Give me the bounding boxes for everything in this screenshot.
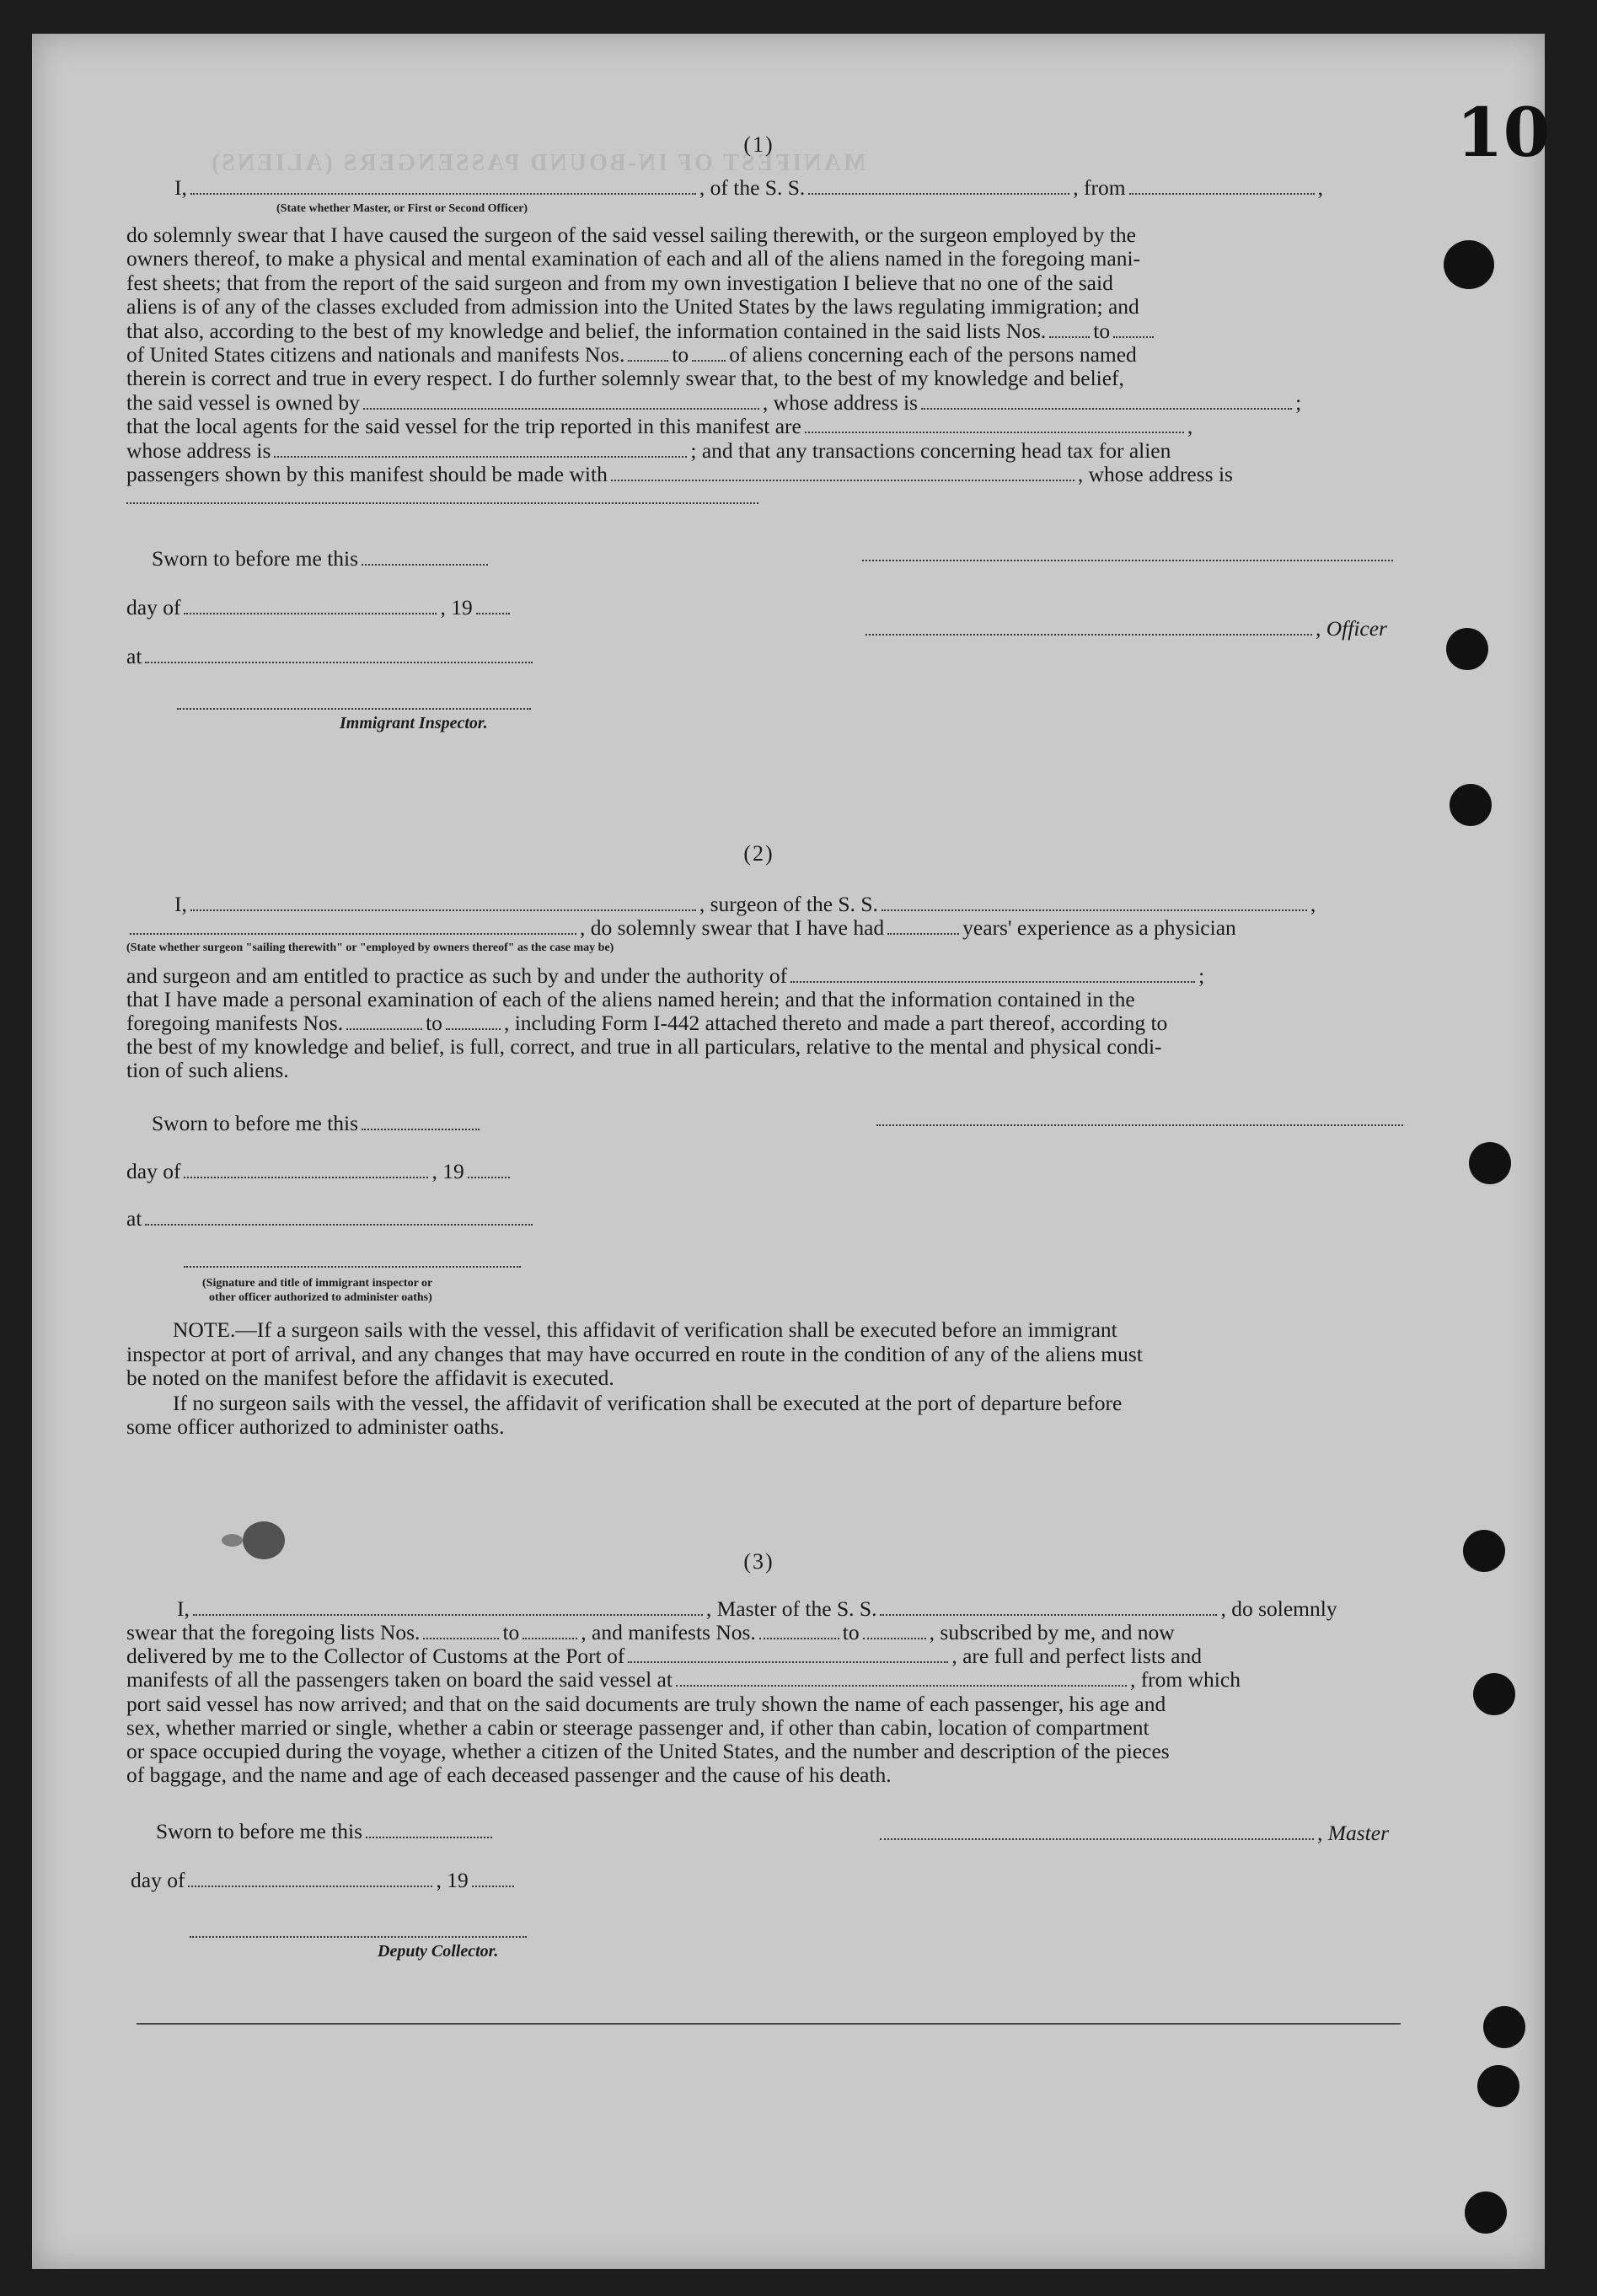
s1-para-8: that the local agents for the said vessel for the trip reported in this manifest are , [126,414,1193,438]
bottom-rule [137,2023,1401,2025]
s2-sworn: Sworn to before me this [152,1113,483,1135]
s3-para-5: or space occupied during the voyage, whether a citizen of the United States, and the number and description of the pieces [126,1739,1170,1763]
s1-inspector-sig-line [177,708,531,710]
punch-hole [1444,240,1494,289]
s2-para-4: tion of such aliens. [126,1058,289,1082]
s1-line1: I, , of the S. S. , from , [174,175,1323,200]
section-3-number: (3) [743,1549,774,1574]
punch-hole [1483,2006,1525,2048]
s1-officer-sig-line [862,560,1393,561]
s1-address-line [126,502,758,504]
s3-sworn: Sworn to before me this [156,1821,496,1843]
s2-sig-note-1: (Signature and title of immigrant inspector or [202,1277,433,1290]
s2-para-1: that I have made a personal examination of each of the aliens named herein; and that the information contained in the [126,987,1135,1011]
punch-hole [1446,628,1488,670]
s3-deputy-sig-line [190,1936,527,1938]
s2-sig-note-2: other officer authorized to administer oaths) [209,1291,432,1304]
s2-line1: I, , surgeon of the S. S. , [174,892,1316,916]
s1-sworn: Sworn to before me this [152,548,491,570]
s1-para-10: passengers shown by this manifest should be made with , whose address is [126,462,1233,486]
s3-para-3: port said vessel has now arrived; and that on the said documents are truly shown the name of each passenger, his age and [126,1692,1166,1716]
s2-note-3: If no surgeon sails with the vessel, the affidavit of verification shall be executed at the port of departure before [173,1391,1123,1415]
s2-at: at [126,1208,536,1230]
page-number-mark: 10 [1456,93,1551,172]
s2-para-3: the best of my knowledge and belief, is full, correct, and true in all particulars, relative to the mental and physical condi- [126,1034,1162,1059]
s1-inspector-label: Immigrant Inspector. [340,714,488,732]
s3-para-4: sex, whether married or single, whether a cabin or steerage passenger and, if other than cabin, location of compartment [126,1715,1150,1740]
s3-para-6: of baggage, and the name and age of each deceased passenger and the cause of his death. [126,1762,892,1787]
s3-para-0: swear that the foregoing lists Nos. to , and manifests Nos. to , subscribed by me, and now [126,1620,1175,1644]
s3-master: , Master [876,1822,1389,1844]
section-2-number: (2) [743,841,774,866]
ink-smudge [222,1534,243,1547]
s1-at: at [126,646,536,668]
punch-hole [1469,1142,1511,1184]
s2-sig-line [876,1124,1403,1126]
s2-note-0: NOTE.—If a surgeon sails with the vessel, this affidavit of verification shall be executed before an immigrant [173,1317,1117,1342]
s3-line1: I, , Master of the S. S. , do solemnly [177,1596,1337,1621]
s2-inspector-sig-line [184,1266,521,1268]
section-1-number: (1) [743,132,774,157]
s2-day-of: day of , 19 [126,1161,513,1183]
s1-para-6: therein is correct and true in every respect. I do further solemnly swear that, to the best of my knowledge and belief, [126,366,1124,390]
punch-hole [1473,1673,1515,1715]
s2-surgeon-note: (State whether surgeon "sailing therewith" or "employed by owners thereof" as the case may be) [126,941,614,954]
s2-line2: , do solemnly swear that I have had years' experience as a physician [126,917,1236,939]
punch-hole [1465,2191,1507,2234]
punch-hole [1450,784,1492,826]
s2-para-2: foregoing manifests Nos. to , including Form I-442 attached thereto and made a part thereof, according to [126,1011,1168,1035]
s1-para-9: whose address is ; and that any transactions concerning head tax for alien [126,438,1171,463]
s1-para-3: aliens is of any of the classes excluded from admission into the United States by the laws regulating immigration; and [126,294,1139,319]
s3-para-2: manifests of all the passengers taken on board the said vessel at , from which [126,1667,1241,1692]
s3-day-of: day of , 19 [131,1870,517,1891]
s2-para-0: and surgeon and am entitled to practice as such by and under the authority of ; [126,963,1205,988]
s2-note-1: inspector at port of arrival, and any changes that may have occurred en route in the condition of any of the aliens must [126,1342,1143,1366]
s1-para-1: owners thereof, to make a physical and mental examination of each and all of the aliens named in the foregoing mani- [126,246,1141,271]
s1-para-2: fest sheets; that from the report of the said surgeon and from my own investigation I believe that no one of the said [126,271,1113,295]
s1-title-note: (State whether Master, or First or Second Officer) [276,202,528,215]
bleed-through-text: MANIFEST OF IN-BOUND PASSENGERS (ALIENS) [209,150,866,176]
s1-day-of: day of , 19 [126,597,513,619]
manifest-page [32,34,1551,2269]
s1-para-5: of United States citizens and nationals and manifests Nos. to of aliens concerning each of the persons named [126,342,1137,367]
s3-deputy-label: Deputy Collector. [378,1942,499,1961]
s1-para-7: the said vessel is owned by , whose address is ; [126,390,1302,415]
s1-para-4: that also, according to the best of my knowledge and belief, the information contained in the said lists Nos. to [126,320,1157,342]
s3-para-1: delivered by me to the Collector of Customs at the Port of , are full and perfect lists and [126,1644,1203,1668]
punch-hole [1477,2065,1519,2107]
s1-officer: , Officer [862,618,1387,640]
s2-note-2: be noted on the manifest before the affidavit is executed. [126,1365,614,1390]
s2-note-4: some officer authorized to administer oaths. [126,1414,505,1439]
s1-para-0: do solemnly swear that I have caused the surgeon of the said vessel sailing therewith, or the surgeon employed by the [126,223,1136,247]
